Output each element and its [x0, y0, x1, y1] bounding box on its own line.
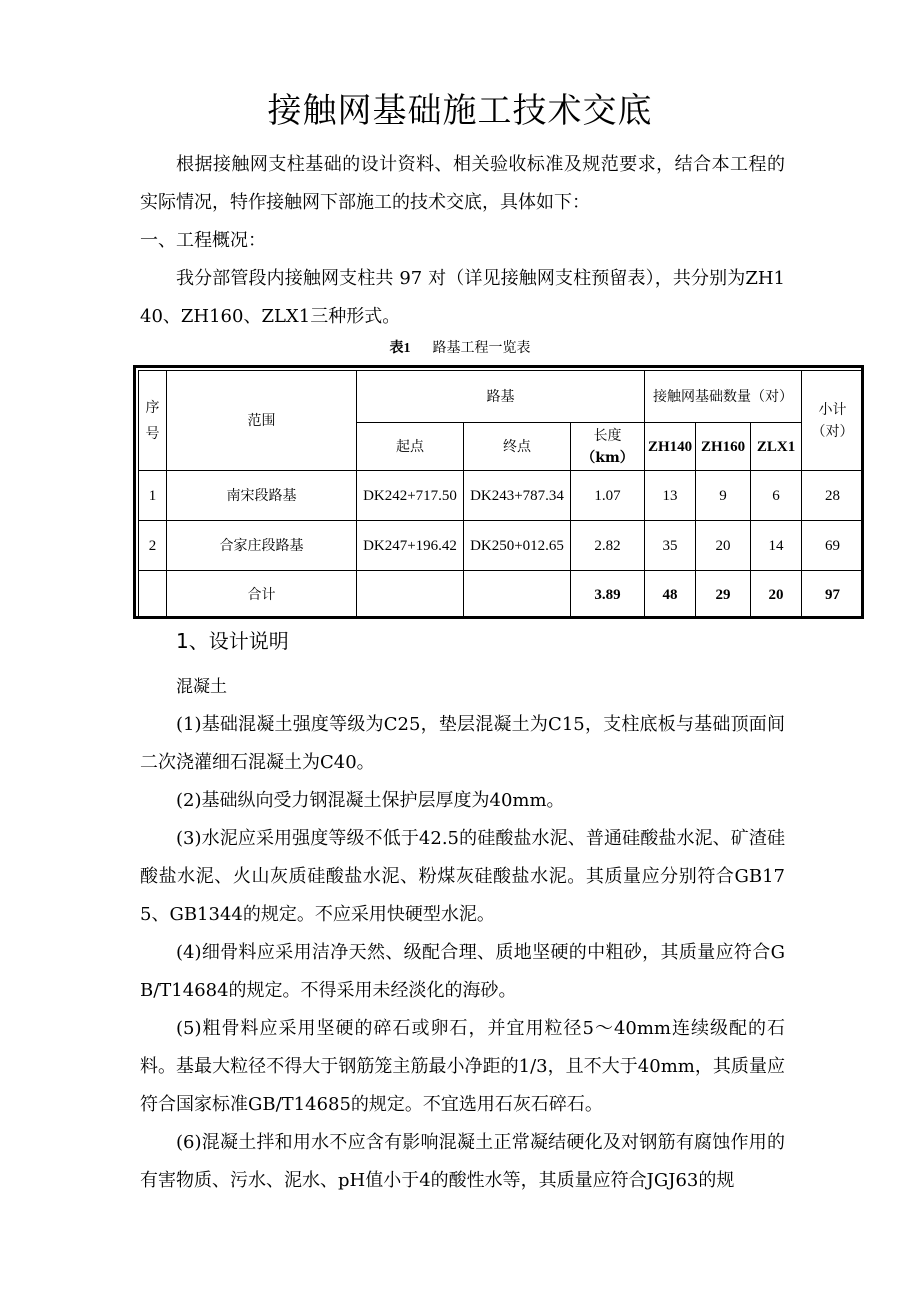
section-heading-overview: 一、工程概况：: [140, 230, 266, 251]
table-caption-text: 路基工程一览表: [432, 340, 531, 356]
cell-subtotal: 69: [802, 521, 864, 571]
cell-zlx1: 6: [751, 471, 802, 521]
table-caption: [0, 338, 920, 359]
table-row: [139, 521, 864, 571]
cell-total-zlx1: 20: [751, 571, 802, 619]
item-1: (1)基础混凝土强度等级为C25，垫层混凝土为C15，支柱底板与基础顶面间二次浇灌细石混凝土为C40。: [140, 714, 785, 773]
concrete-heading: 混凝土: [176, 677, 227, 697]
table-row: [139, 471, 864, 521]
header-range: 范围: [167, 371, 357, 471]
item-6: (6)混凝土拌和用水不应含有影响混凝土正常凝结硬化及对钢筋有腐蚀作用的有害物质、污水、泥水、pH值小于4的酸性水等，其质量应符合JGJ63的规: [140, 1132, 785, 1191]
header-foundation-count: 接触网基础数量（对）: [645, 371, 802, 423]
cell-zh140: 35: [645, 521, 696, 571]
cell-start-empty: [357, 571, 464, 619]
header-length-label: 长度: [593, 427, 622, 444]
cell-end: DK243+787.34: [464, 471, 571, 521]
cell-seq: 1: [139, 471, 167, 521]
header-start: 起点: [357, 423, 464, 471]
roadbed-table-frame: [133, 365, 864, 619]
cell-zh140: 13: [645, 471, 696, 521]
header-subtotal: [802, 371, 864, 471]
header-subtotal-label: 小计: [818, 401, 847, 418]
cell-length: 1.07: [571, 471, 645, 521]
cell-total-subtotal: 97: [802, 571, 864, 619]
header-zh160: ZH160: [696, 423, 751, 471]
cell-zh160: 20: [696, 521, 751, 571]
document-title: 接触网基础施工技术交底: [267, 91, 653, 131]
cell-start: DK247+196.42: [357, 521, 464, 571]
item-3: (3)水泥应采用强度等级不低于42.5的硅酸盐水泥、普通硅酸盐水泥、矿渣硅酸盐水泥、火山灰质硅酸盐水泥、粉煤灰硅酸盐水泥。其质量应分别符合GB175、GB1344的规定。不应采用快硬型水泥。: [140, 828, 785, 925]
cell-end-empty: [464, 571, 571, 619]
header-end: 终点: [464, 423, 571, 471]
design-heading: 1、设计说明: [176, 629, 289, 653]
header-subtotal-unit: （对）: [811, 423, 854, 440]
item-2: (2)基础纵向受力钢混凝土保护层厚度为40mm。: [176, 790, 565, 811]
cell-seq: 2: [139, 521, 167, 571]
header-roadbed: 路基: [357, 371, 645, 423]
header-length: [571, 423, 645, 471]
cell-start: DK242+717.50: [357, 471, 464, 521]
header-seq: 序号: [139, 371, 167, 471]
cell-total-label: 合计: [167, 571, 357, 619]
table-caption-number: 表1: [389, 341, 411, 356]
header-length-unit: （km）: [581, 449, 634, 466]
cell-range: 合家庄段路基: [167, 521, 357, 571]
cell-end: DK250+012.65: [464, 521, 571, 571]
roadbed-table: [138, 370, 864, 619]
header-zh140: ZH140: [645, 423, 696, 471]
cell-total-length: 3.89: [571, 571, 645, 619]
table-total-row: [139, 571, 864, 619]
cell-seq-empty: [139, 571, 167, 619]
header-zlx1: ZLX1: [751, 423, 802, 471]
cell-length: 2.82: [571, 521, 645, 571]
cell-total-zh140: 48: [645, 571, 696, 619]
cell-subtotal: 28: [802, 471, 864, 521]
cell-zh160: 9: [696, 471, 751, 521]
cell-zlx1: 14: [751, 521, 802, 571]
overview-paragraph: 我分部管段内接触网支柱共 97 对（详见接触网支柱预留表），共分别为ZH140、ZH160、ZLX1三种形式。: [140, 268, 785, 327]
cell-total-zh160: 29: [696, 571, 751, 619]
intro-paragraph: 根据接触网支柱基础的设计资料、相关验收标准及规范要求，结合本工程的实际情况，特作接触网下部施工的技术交底，具体如下：: [140, 154, 785, 213]
cell-range: 南宋段路基: [167, 471, 357, 521]
item-5: (5)粗骨料应采用坚硬的碎石或卵石，并宜用粒径5～40mm连续级配的石料。基最大粒径不得大于钢筋笼主筋最小净距的1/3，且不大于40mm，其质量应符合国家标准GB/T14685的规定。不宜选用石灰石碎石。: [140, 1018, 785, 1115]
item-4: (4)细骨料应采用洁净天然、级配合理、质地坚硬的中粗砂，其质量应符合GB/T14684的规定。不得采用未经淡化的海砂。: [140, 942, 785, 1001]
